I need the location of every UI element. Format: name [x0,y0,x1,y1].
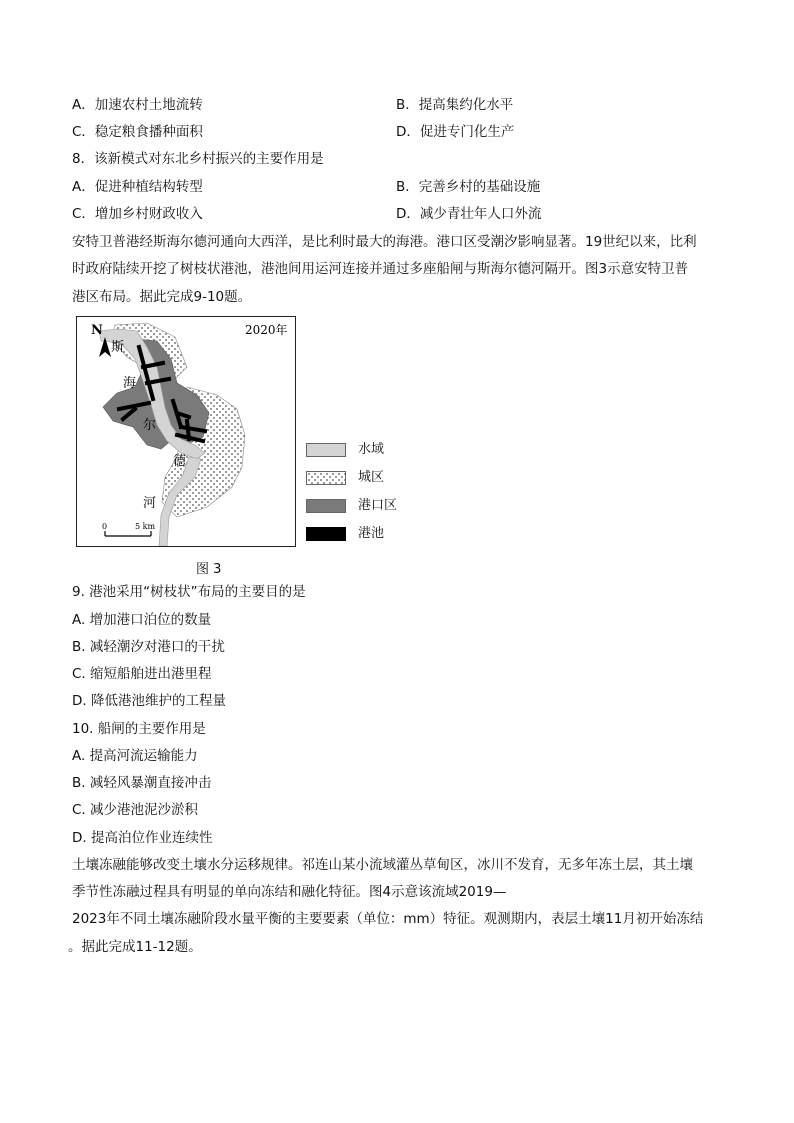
map-river-char-2: 海 [123,376,137,391]
legend-label-dock: 港池 [358,526,385,541]
legend-label-urban: 城区 [358,470,385,485]
legend-swatch-dock [306,527,346,541]
passage-soil-line-3: 2023年不同土壤冻融阶段水量平衡的主要要素（单位：mm）特征。观测期内，表层土壤11月初开始冻结 [72,911,704,927]
q9-option-a: A. 增加港口泊位的数量 [72,612,212,628]
q8-option-c: C．增加乡村财政收入 [72,206,203,222]
q10-option-c: C. 减少港池泥沙淤积 [72,802,199,818]
map-river-char-5: 河 [143,496,157,511]
passage-soil-line-1: 土壤冻融能够改变土壤水分运移规律。祁连山某小流域灌丛草甸区，冰川不发育，无多年冻土层，其土壤 [72,857,693,873]
map-river-char-4: 德 [173,454,187,469]
figure3-caption: 图 3 [196,562,222,577]
map-scale-bar [105,531,151,536]
map-year-label: 2020年 [245,323,288,337]
legend-label-water: 水域 [358,442,385,457]
legend-item-water [306,440,426,460]
passage-antwerp-line-1: 安特卫普港经斯海尔德河通向大西洋，是比利时最大的海港。港口区受潮汐影响显著。19世纪以来，比利 [72,234,697,250]
passage-antwerp-line-2: 时政府陆续开挖了树枝状港池，港池间用运河连接并通过多座船闸与斯海尔德河隔开。图3示意安特卫普 [72,261,689,277]
q7-option-d: D．促进专门化生产 [396,124,515,140]
passage-soil-line-4: 。据此完成11-12题。 [68,939,202,955]
legend-swatch-water [306,443,346,457]
q10-stem: 10. 船闸的主要作用是 [72,721,206,737]
map-scale-zero: 0 [102,522,108,531]
q8-option-a: A．促进种植结构转型 [72,179,203,195]
legend-swatch-urban [306,471,346,485]
q8-option-d: D．减少青壮年人口外流 [396,206,542,222]
map-river-char-3: 尔 [143,418,157,433]
q7-option-a: A．加速农村土地流转 [72,97,203,113]
figure3-map [76,316,296,547]
map-river-char-1: 斯 [111,340,125,355]
q10-option-b: B. 减轻风暴潮直接冲击 [72,775,212,791]
q10-option-d: D. 提高泊位作业连续性 [72,830,213,846]
figure3-map-svg [77,317,295,546]
passage-soil-line-2: 季节性冻融过程具有明显的单向冻结和融化特征。图4示意该流域2019— [72,884,507,900]
legend-swatch-port [306,499,346,513]
legend-item-dock [306,524,426,544]
legend-item-urban [306,468,426,488]
q10-option-a: A. 提高河流运输能力 [72,748,198,764]
q9-option-d: D. 降低港池维护的工程量 [72,693,226,709]
q9-stem: 9. 港池采用“树枝状”布局的主要目的是 [72,584,306,600]
passage-antwerp-line-3: 港区布局。据此完成9-10题。 [72,289,252,305]
legend-item-port [306,496,426,516]
q8-stem: 8．该新模式对东北乡村振兴的主要作用是 [72,151,324,167]
legend-label-port: 港口区 [358,498,398,513]
map-north-label: N [91,323,103,338]
q9-option-b: B. 减轻潮汐对港口的干扰 [72,639,225,655]
q7-option-b: B．提高集约化水平 [396,97,514,113]
q8-option-b: B．完善乡村的基础设施 [396,179,541,195]
q9-option-c: C. 缩短船舶进出港里程 [72,666,212,682]
q7-option-c: C．稳定粮食播种面积 [72,124,203,140]
map-scale-km: 5 km [135,522,156,531]
